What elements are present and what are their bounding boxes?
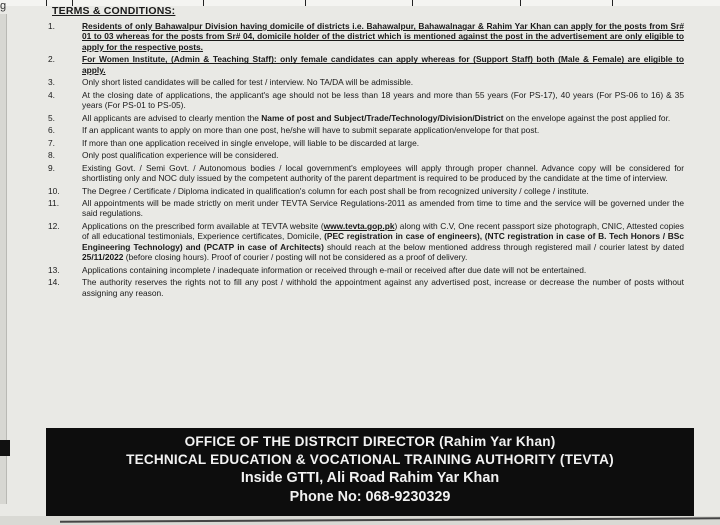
term-text <box>70 113 684 123</box>
term-item-5 <box>34 113 684 123</box>
term-number: 1. <box>48 21 55 31</box>
term-item-14 <box>34 277 684 298</box>
office-address-banner <box>46 428 694 516</box>
term-item-13 <box>34 265 684 275</box>
term-item-4 <box>34 90 684 111</box>
term-text: Residents of only Bahawalpur Division having domicile of districts i.e. Bahawalpur, Bahawalnagar & Rahim Yar Khan can apply for the posts from Sr# 01 to 03 whereas for the posts from Sr# 04, domicile holder of the district which is mentioned against the post in the advertisement are only eligible to apply for the respective posts. <box>82 21 684 52</box>
office-phone: Phone No: 068-9230329 <box>289 489 451 505</box>
term-text: All appointments will be made strictly on merit under TEVTA Service Regulations-2011 as amended from time to time and the service will be governed under the said regulations. <box>82 198 684 219</box>
term-text: Only short listed candidates will be called for test / interview. No TA/DA will be admissible. <box>82 77 414 88</box>
term-number: 3. <box>48 77 55 88</box>
term-text: Only post qualification experience will be considered. <box>82 150 279 161</box>
term-item-1 <box>34 21 684 52</box>
office-title: OFFICE OF THE DISTRCIT DIRECTOR (Rahim Yar Khan) <box>184 434 556 449</box>
term-text: At the closing date of applications, the applicant's age should not be less than 18 years and more than 55 years (For PS-17), 40 years (For PS-06 to 16) & 35 years (For PS-01 to PS-05). <box>82 89 684 111</box>
deadline-date: 25/11/2022 <box>82 252 124 263</box>
term-number: 8. <box>48 150 55 161</box>
term-number: 5. <box>48 112 55 123</box>
term-text-part: (before closing hours). Proof of courier / posting will not be considered as a proof of delivery. <box>123 252 468 263</box>
term-item-2 <box>34 54 684 75</box>
terms-section <box>34 5 684 300</box>
term-text: Applications containing incomplete / inadequate information or received through e-mail or received after due date will not be entertained. <box>82 264 587 275</box>
term-item-11 <box>34 198 684 219</box>
term-number: 10. <box>48 185 60 196</box>
term-number: 2. <box>48 54 55 65</box>
term-text: If more than one application received in single envelope, will liable to be discarded at large. <box>82 137 420 148</box>
term-text: The Degree / Certificate / Diploma indicated in qualification's column for each post shall be from recognized university / college / institute. <box>82 185 589 196</box>
term-text-emphasis: Name of post and Subject/Trade/Technology/Division/District <box>261 112 504 123</box>
margin-mark: g <box>0 0 7 12</box>
term-number: 14. <box>48 277 60 288</box>
page-fold-edge <box>0 14 7 504</box>
term-item-12 <box>34 221 684 263</box>
term-text: The authority reserves the rights not to fill any post / withhold the appointment against any advertised post, increase or decrease the number of posts without assigning any reason. <box>82 277 684 298</box>
term-text-part: on the envelope against the post applied for. <box>503 112 671 123</box>
term-item-8 <box>34 150 684 160</box>
office-address: Inside GTTI, Ali Road Rahim Yar Khan <box>240 470 500 486</box>
term-item-10 <box>34 186 684 196</box>
term-text: Existing Govt. / Semi Govt. / Autonomous bodies / local government's employees will apply through proper channel. Advance copy will be considered for shortlisting only and NOC duly issued by the competent authority of the parent department is required to be produced by the candidate at the time of interview. <box>82 162 684 184</box>
term-item-7 <box>34 138 684 148</box>
term-item-3 <box>34 77 684 87</box>
term-text-emphasis: (PEC registration in case of engineers), (NTC registration in case of B. Tech Honors / BSc Engineering Technology) and (PCATP in case of Architects) <box>82 231 684 252</box>
term-text-part: ) along with C.V, One recent passport size photograph, CNIC, Attested copies of all educational testimonials, Experience certificates, Domicile, <box>82 220 684 242</box>
term-number: 7. <box>48 137 55 148</box>
tevta-website-link[interactable]: www.tevta.gop.pk <box>323 220 395 231</box>
term-text: If an applicant wants to apply on more than one post, he/she will have to submit separate application/envelope for that post. <box>82 125 540 136</box>
term-number: 11. <box>48 198 60 209</box>
term-number: 4. <box>48 89 55 100</box>
term-text-part: All applicants are advised to clearly mention the <box>82 112 262 123</box>
authority-name: TECHNICAL EDUCATION & VOCATIONAL TRAINING AUTHORITY (TEVTA) <box>126 452 614 467</box>
term-number: 9. <box>48 162 55 173</box>
term-item-6 <box>34 125 684 135</box>
term-text-part: should reach at the below mentioned address through registered mail / courier latest by dated <box>323 241 685 252</box>
term-number: 12. <box>48 220 60 231</box>
term-text-part: Applications on the prescribed form available at TEVTA website ( <box>82 220 324 231</box>
terms-heading: TERMS & CONDITIONS: <box>52 5 176 17</box>
page-fold-notch <box>0 440 10 456</box>
term-text <box>70 221 684 263</box>
term-number: 6. <box>48 125 55 136</box>
term-item-9 <box>34 163 684 184</box>
term-text: For Women Institute, (Admin & Teaching Staff): only female candidates can apply whereas for (Support Staff) both (Male & Female) are eligible to apply. <box>82 54 684 75</box>
term-number: 13. <box>48 264 60 275</box>
